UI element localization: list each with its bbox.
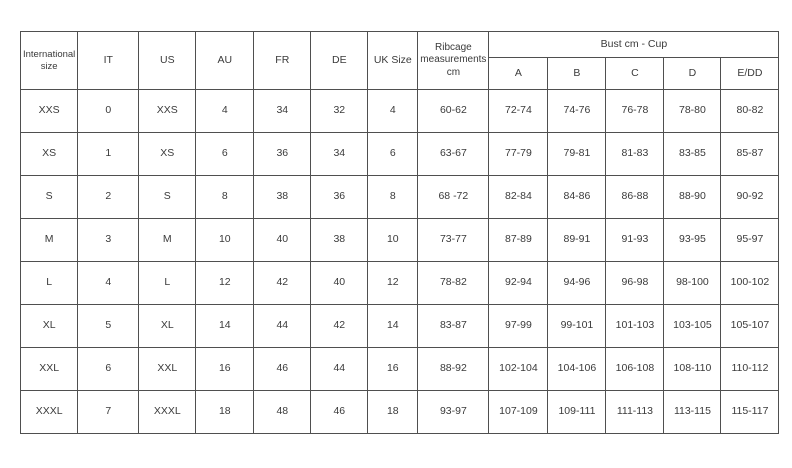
cell-cup-e-dd: 80-82 xyxy=(721,90,779,133)
cell-cup-c: 96-98 xyxy=(606,262,664,305)
header-ribcage-measurements: Ribcage measurements cm xyxy=(418,32,489,90)
cell-cup-c: 81-83 xyxy=(606,133,664,176)
cell-cup-d: 78-80 xyxy=(664,90,721,133)
cell-fr: 44 xyxy=(254,305,311,348)
cell-cup-b: 89-91 xyxy=(548,219,606,262)
cell-uk-size: 14 xyxy=(368,305,418,348)
cell-uk-size: 16 xyxy=(368,348,418,391)
cell-us: XXS xyxy=(139,90,196,133)
header-cup-b: B xyxy=(548,58,606,90)
cell-it: 4 xyxy=(78,262,139,305)
cell-cup-a: 92-94 xyxy=(489,262,548,305)
cell-cup-c: 111-113 xyxy=(606,391,664,434)
cell-us: M xyxy=(139,219,196,262)
cell-cup-c: 101-103 xyxy=(606,305,664,348)
cell-fr: 42 xyxy=(254,262,311,305)
cell-it: 6 xyxy=(78,348,139,391)
cell-international-size: M xyxy=(21,219,78,262)
cell-cup-b: 94-96 xyxy=(548,262,606,305)
cell-cup-a: 102-104 xyxy=(489,348,548,391)
cell-us: S xyxy=(139,176,196,219)
cell-cup-b: 109-111 xyxy=(548,391,606,434)
cell-cup-e-dd: 115-117 xyxy=(721,391,779,434)
cell-cup-a: 87-89 xyxy=(489,219,548,262)
cell-fr: 40 xyxy=(254,219,311,262)
cell-cup-c: 86-88 xyxy=(606,176,664,219)
cell-cup-a: 107-109 xyxy=(489,391,548,434)
table-header xyxy=(21,32,779,90)
header-cup-c: C xyxy=(606,58,664,90)
cell-uk-size: 8 xyxy=(368,176,418,219)
cell-uk-size: 10 xyxy=(368,219,418,262)
cell-us: XL xyxy=(139,305,196,348)
cell-au: 12 xyxy=(196,262,254,305)
cell-au: 4 xyxy=(196,90,254,133)
cell-fr: 38 xyxy=(254,176,311,219)
table-row-l xyxy=(21,262,779,305)
cell-de: 32 xyxy=(311,90,368,133)
cell-cup-b: 104-106 xyxy=(548,348,606,391)
cell-international-size: XL xyxy=(21,305,78,348)
cell-au: 10 xyxy=(196,219,254,262)
table-row-xs xyxy=(21,133,779,176)
header-uk-size: UK Size xyxy=(368,32,418,90)
cell-de: 40 xyxy=(311,262,368,305)
cell-de: 42 xyxy=(311,305,368,348)
cell-it: 3 xyxy=(78,219,139,262)
cell-cup-d: 113-115 xyxy=(664,391,721,434)
header-fr: FR xyxy=(254,32,311,90)
cell-us: L xyxy=(139,262,196,305)
cell-ribcage: 60-62 xyxy=(418,90,489,133)
cell-cup-d: 93-95 xyxy=(664,219,721,262)
cell-cup-e-dd: 95-97 xyxy=(721,219,779,262)
cell-ribcage: 78-82 xyxy=(418,262,489,305)
cell-uk-size: 6 xyxy=(368,133,418,176)
cell-it: 7 xyxy=(78,391,139,434)
cell-international-size: XXS xyxy=(21,90,78,133)
cell-cup-c: 106-108 xyxy=(606,348,664,391)
cell-cup-e-dd: 90-92 xyxy=(721,176,779,219)
cell-uk-size: 12 xyxy=(368,262,418,305)
cell-international-size: XS xyxy=(21,133,78,176)
cell-cup-d: 88-90 xyxy=(664,176,721,219)
cell-au: 18 xyxy=(196,391,254,434)
cell-cup-a: 77-79 xyxy=(489,133,548,176)
cell-cup-e-dd: 105-107 xyxy=(721,305,779,348)
cell-it: 5 xyxy=(78,305,139,348)
header-cup-a: A xyxy=(489,58,548,90)
cell-international-size: S xyxy=(21,176,78,219)
cell-ribcage: 73-77 xyxy=(418,219,489,262)
cell-de: 34 xyxy=(311,133,368,176)
header-cup-d: D xyxy=(664,58,721,90)
cell-ribcage: 68 -72 xyxy=(418,176,489,219)
cell-cup-b: 99-101 xyxy=(548,305,606,348)
cell-ribcage: 93-97 xyxy=(418,391,489,434)
header-bust-cup-group: Bust cm - Cup xyxy=(489,32,779,58)
table-row-xxl xyxy=(21,348,779,391)
cell-au: 14 xyxy=(196,305,254,348)
cell-fr: 34 xyxy=(254,90,311,133)
cell-ribcage: 83-87 xyxy=(418,305,489,348)
cell-international-size: XXL xyxy=(21,348,78,391)
cell-cup-b: 84-86 xyxy=(548,176,606,219)
cell-cup-d: 83-85 xyxy=(664,133,721,176)
cell-cup-e-dd: 100-102 xyxy=(721,262,779,305)
cell-fr: 36 xyxy=(254,133,311,176)
cell-cup-b: 79-81 xyxy=(548,133,606,176)
cell-it: 2 xyxy=(78,176,139,219)
cell-cup-c: 76-78 xyxy=(606,90,664,133)
cell-fr: 46 xyxy=(254,348,311,391)
cell-au: 6 xyxy=(196,133,254,176)
cell-international-size: XXXL xyxy=(21,391,78,434)
cell-cup-e-dd: 85-87 xyxy=(721,133,779,176)
cell-uk-size: 18 xyxy=(368,391,418,434)
header-us: US xyxy=(139,32,196,90)
cell-cup-a: 82-84 xyxy=(489,176,548,219)
cell-cup-a: 97-99 xyxy=(489,305,548,348)
cell-uk-size: 4 xyxy=(368,90,418,133)
table-row-xxs xyxy=(21,90,779,133)
cell-cup-e-dd: 110-112 xyxy=(721,348,779,391)
cell-cup-a: 72-74 xyxy=(489,90,548,133)
table-row-xl xyxy=(21,305,779,348)
header-international-size: International size xyxy=(21,32,78,90)
table-row-s xyxy=(21,176,779,219)
header-au: AU xyxy=(196,32,254,90)
cell-it: 1 xyxy=(78,133,139,176)
cell-cup-c: 91-93 xyxy=(606,219,664,262)
cell-international-size: L xyxy=(21,262,78,305)
cell-fr: 48 xyxy=(254,391,311,434)
header-de: DE xyxy=(311,32,368,90)
cell-au: 16 xyxy=(196,348,254,391)
table-row-xxxl xyxy=(21,391,779,434)
cell-au: 8 xyxy=(196,176,254,219)
cell-us: XS xyxy=(139,133,196,176)
size-conversion-table xyxy=(20,31,779,434)
table-row-m xyxy=(21,219,779,262)
cell-us: XXXL xyxy=(139,391,196,434)
cell-us: XXL xyxy=(139,348,196,391)
header-it: IT xyxy=(78,32,139,90)
cell-ribcage: 88-92 xyxy=(418,348,489,391)
cell-cup-d: 108-110 xyxy=(664,348,721,391)
cell-ribcage: 63-67 xyxy=(418,133,489,176)
table-body xyxy=(21,90,779,434)
cell-cup-d: 98-100 xyxy=(664,262,721,305)
cell-cup-d: 103-105 xyxy=(664,305,721,348)
cell-de: 38 xyxy=(311,219,368,262)
cell-de: 46 xyxy=(311,391,368,434)
cell-cup-b: 74-76 xyxy=(548,90,606,133)
cell-de: 44 xyxy=(311,348,368,391)
cell-de: 36 xyxy=(311,176,368,219)
header-row-top xyxy=(21,32,779,58)
header-cup-e-dd: E/DD xyxy=(721,58,779,90)
cell-it: 0 xyxy=(78,90,139,133)
